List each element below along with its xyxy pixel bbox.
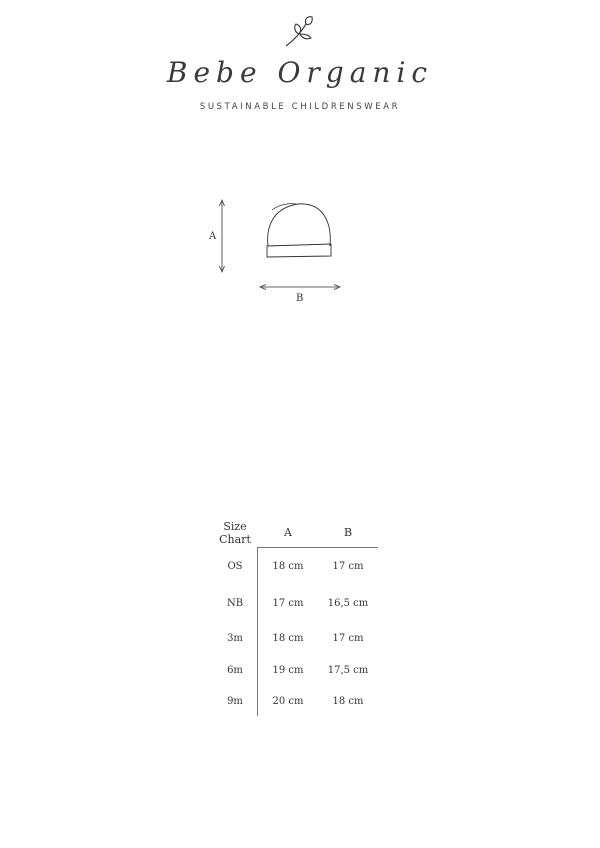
measure-b-cell: 17 cm [332, 633, 364, 644]
measure-a-cell: 17 cm [272, 598, 304, 609]
dimension-label-a: A [209, 231, 217, 242]
header-divider [257, 547, 378, 548]
measure-b-cell: 18 cm [332, 696, 364, 707]
measure-a-cell: 18 cm [272, 633, 304, 644]
hat-diagram [200, 190, 360, 320]
size-label: 3m [227, 633, 243, 644]
measure-a-cell: 20 cm [272, 696, 304, 707]
measure-b-cell: 17,5 cm [327, 665, 369, 676]
size-label: OS [227, 561, 243, 572]
brand-tagline: SUSTAINABLE CHILDRENSWEAR [199, 102, 401, 112]
column-divider [257, 548, 258, 716]
size-label: 6m [227, 665, 243, 676]
brand-name: Bebe Organic [166, 56, 434, 89]
measure-a-cell: 18 cm [272, 561, 304, 572]
measure-b-cell: 17 cm [332, 561, 364, 572]
column-header-a: A [284, 526, 292, 539]
size-label: NB [226, 598, 244, 609]
column-header-b: B [343, 526, 353, 539]
size-chart-title-line2: Chart [219, 533, 251, 546]
size-label: 9m [227, 696, 243, 707]
leaf-icon [282, 14, 322, 50]
size-chart-table [212, 515, 392, 725]
size-chart-title [212, 520, 258, 546]
measure-a-cell: 19 cm [272, 665, 304, 676]
size-chart-title-line1: Size [223, 520, 247, 533]
measure-b-cell: 16,5 cm [327, 598, 369, 609]
hat-drawing [200, 190, 360, 320]
dimension-label-b: B [296, 293, 304, 304]
